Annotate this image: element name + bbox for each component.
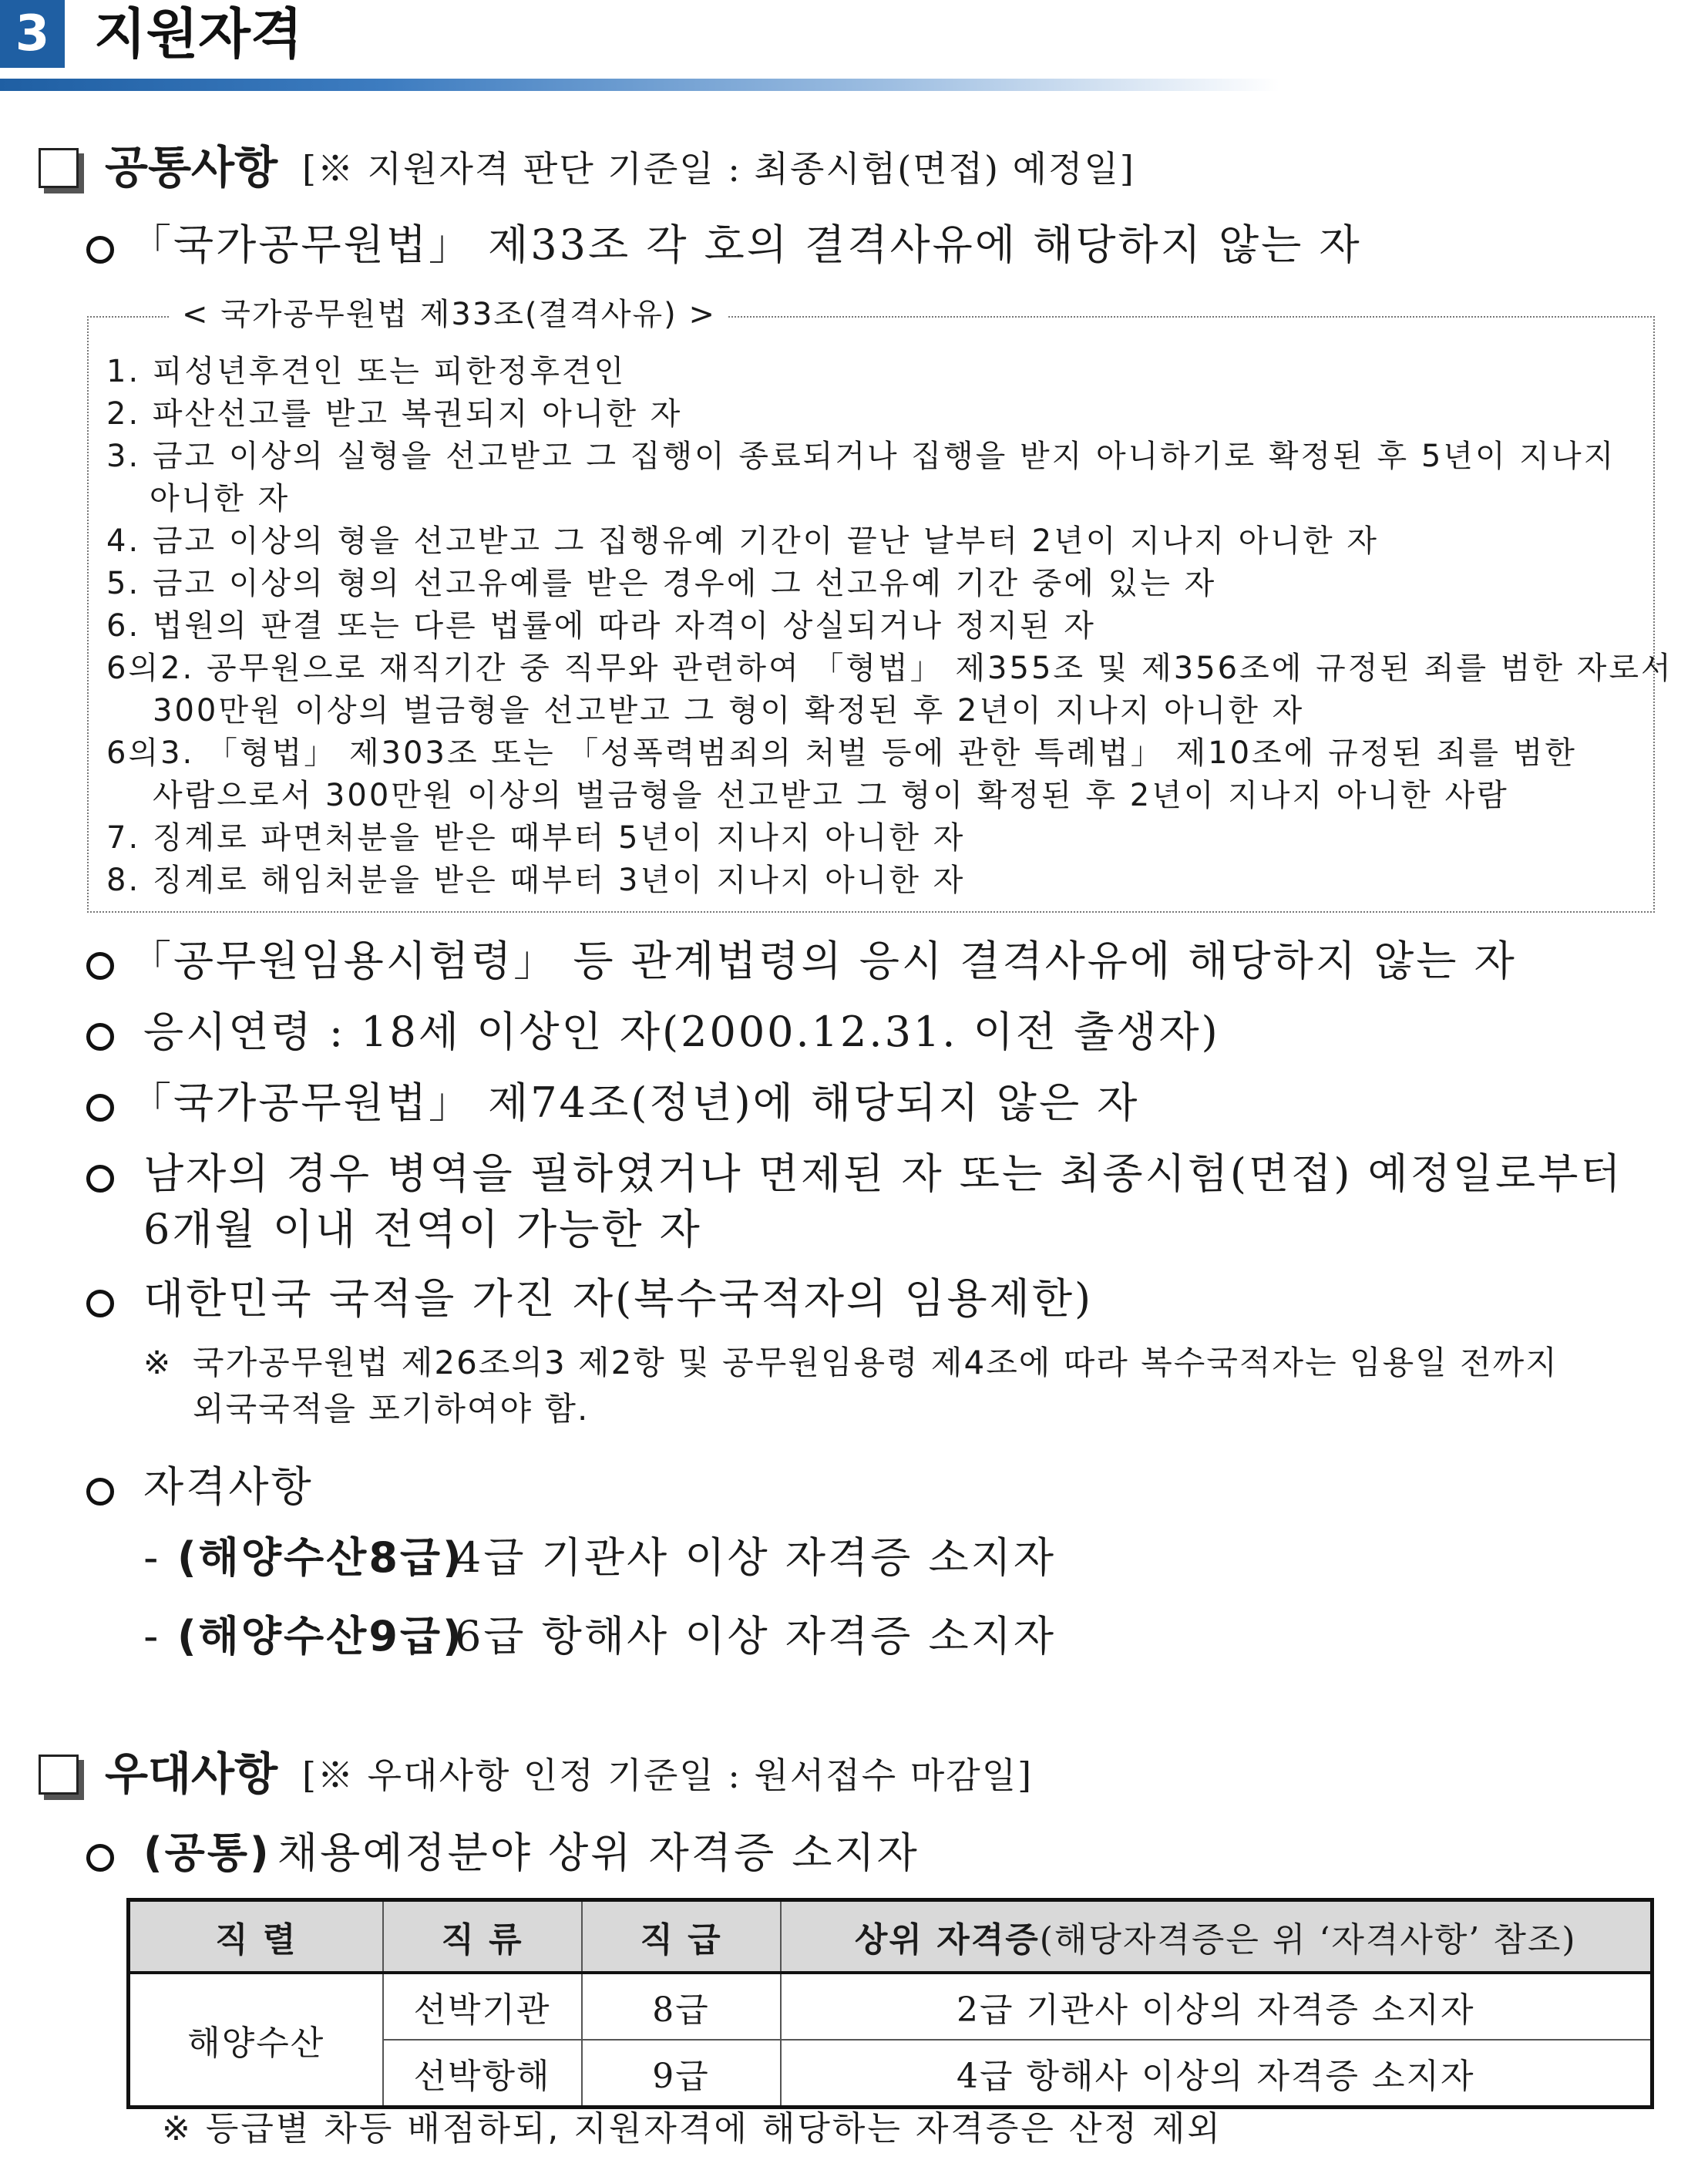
col-header-license (781, 1900, 1653, 1973)
law-line: 8. 징계로 해임처분을 받은 때부터 3년이 지나지 아니한 자 (106, 863, 966, 898)
checkbox-square-icon (39, 1755, 79, 1795)
circle-bullet-icon (86, 1290, 114, 1317)
law-line: 6의2. 공무원으로 재직기간 중 직무와 관련하여 「형법」 제355조 및 제356조에 규정된 죄를 범한 자로서 (106, 651, 1673, 686)
circle-bullet-icon (86, 1165, 114, 1193)
col-header-license-bold: 상위 자격증 (854, 1920, 1040, 1960)
preferential-item-label: (공통) (143, 1829, 271, 1877)
cell-license: 4급 항해사 이상의 자격증 소지자 (781, 2040, 1653, 2108)
common-section-heading: 공통사항 (105, 141, 278, 193)
law-line: 3. 금고 이상의 실형을 선고받고 그 집행이 종료되거나 집행을 받지 아니하기로 확정된 후 5년이 지나지 (106, 439, 1616, 474)
law-line: 300만원 이상의 벌금형을 선고받고 그 형이 확정된 후 2년이 지나지 아니한 자 (153, 693, 1305, 728)
common-item-2: 「공무원임용시험령」 등 관계법령의 응시 결격사유에 해당하지 않는 자 (129, 937, 1517, 985)
list-dash: - (143, 1533, 161, 1582)
header-divider (0, 79, 1279, 91)
law-line: 6의3. 「형법」 제303조 또는 「성폭력범죄의 처벌 등에 관한 특례법」 제10조에 규정된 죄를 범한 (106, 735, 1577, 771)
table-header-row (129, 1900, 1653, 1973)
col-header-class: 직 류 (383, 1900, 582, 1973)
law-line: 6. 법원의 판결 또는 다른 법률에 따라 자격이 상실되거나 정지된 자 (106, 608, 1096, 644)
cell-license: 2급 기관사 이상의 자격증 소지자 (781, 1973, 1653, 2040)
cell-grade: 9급 (582, 2040, 781, 2108)
common-item-5-line1: 남자의 경우 병역을 필하였거나 면제된 자 또는 최종시험(면접) 예정일로부터 (143, 1149, 1623, 1198)
law-line: 1. 피성년후견인 또는 피한정후견인 (106, 354, 627, 389)
table-row (129, 1973, 1653, 2040)
reference-mark: ※ (143, 1344, 173, 1381)
law-box-title: < 국가공무원법 제33조(결격사유) > (170, 291, 728, 338)
nationality-note-line1: 국가공무원법 제26조의3 제2항 및 공무원임용령 제4조에 따라 복수국적자는 임용일 전까지 (193, 1344, 1558, 1381)
common-section-note: [※ 지원자격 판단 기준일 : 최종시험(면접) 예정일] (302, 148, 1135, 190)
law-line: 7. 징계로 파면처분을 받은 때부터 5년이 지나지 아니한 자 (106, 820, 966, 856)
law-line: 사람으로서 300만원 이상의 벌금형을 선고받고 그 형이 확정된 후 2년이 지나지 아니한 사람 (153, 778, 1509, 813)
col-header-series: 직 렬 (129, 1900, 383, 1973)
preferential-item-text: 채용예정분야 상위 자격증 소지자 (277, 1829, 920, 1877)
sub-item-2-text: 6급 항해사 이상 자격증 소지자 (455, 1612, 1056, 1660)
preferential-section-note: [※ 우대사항 인정 기준일 : 원서접수 마감일] (302, 1755, 1034, 1796)
checkbox-square-icon (39, 148, 79, 188)
common-item-3: 응시연령 : 18세 이상인 자(2000.12.31. 이전 출생자) (143, 1008, 1220, 1056)
law-line: 2. 파산선고를 받고 복권되지 아니한 자 (106, 396, 683, 432)
cell-grade: 8급 (582, 1973, 781, 2040)
circle-bullet-icon (86, 952, 114, 980)
law-line: 5. 금고 이상의 형의 선고유예를 받은 경우에 그 선고유예 기간 중에 있는 자 (106, 566, 1217, 601)
col-header-grade: 직 급 (582, 1900, 781, 1973)
page-title: 지원자격 (94, 2, 303, 66)
cell-class: 선박기관 (383, 1973, 582, 2040)
section-number-badge: 3 (0, 0, 65, 68)
col-header-license-note: (해당자격증은 위 ‘자격사항’ 참조) (1039, 1920, 1577, 1960)
circle-bullet-icon (86, 1023, 114, 1051)
nationality-note-line2: 외국국적을 포기하여야 함. (193, 1390, 590, 1428)
common-item-7: 자격사항 (143, 1462, 314, 1511)
sub-item-2-label: (해양수산9급) (177, 1612, 464, 1660)
sub-item-1-label: (해양수산8급) (177, 1533, 464, 1582)
list-dash: - (143, 1612, 161, 1660)
circle-bullet-icon (86, 1844, 114, 1872)
cell-class: 선박항해 (383, 2040, 582, 2108)
common-item-5-line2: 6개월 이내 전역이 가능한 자 (143, 1205, 702, 1253)
circle-bullet-icon (86, 1478, 114, 1506)
law-line: 4. 금고 이상의 형을 선고받고 그 집행유예 기간이 끝난 날부터 2년이 지나지 아니한 자 (106, 523, 1380, 559)
license-table (126, 1898, 1654, 2109)
preferential-section-heading: 우대사항 (105, 1748, 278, 1800)
cell-series: 해양수산 (129, 1973, 383, 2108)
table-footnote: ※ 등급별 차등 배점하되, 지원자격에 해당하는 자격증은 산정 제외 (162, 2109, 1222, 2148)
sub-item-1-text: 4급 기관사 이상 자격증 소지자 (455, 1533, 1056, 1582)
law-line: 아니한 자 (150, 481, 291, 516)
circle-bullet-icon (86, 1094, 114, 1122)
common-item-6: 대한민국 국적을 가진 자(복수국적자의 임용제한) (143, 1274, 1094, 1323)
common-item-4: 「국가공무원법」 제74조(정년)에 해당되지 않은 자 (129, 1078, 1140, 1127)
common-item-1: 「국가공무원법」 제33조 각 호의 결격사유에 해당하지 않는 자 (129, 220, 1362, 269)
circle-bullet-icon (86, 236, 114, 264)
